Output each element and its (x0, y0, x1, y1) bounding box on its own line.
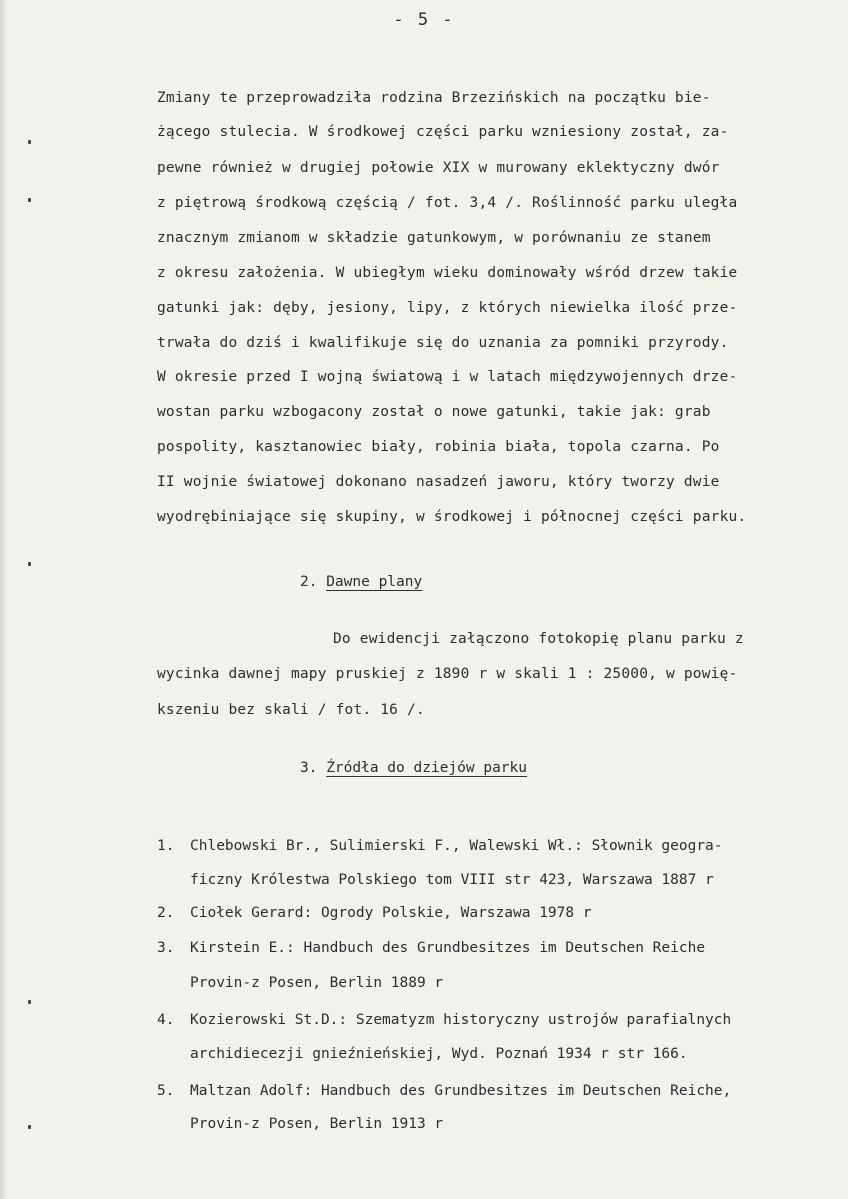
text-line: pewne również w drugiej połowie XIX w murowany eklektyczny dwór (157, 160, 720, 176)
text-line: Do ewidencji załączono fotokopię planu parku z (333, 631, 744, 647)
ref-number: 3. (157, 940, 175, 956)
text-line: kszeniu bez skali / fot. 16 /. (157, 702, 425, 718)
ref-number: 4. (157, 1012, 175, 1028)
section-number: 3. (300, 760, 318, 776)
section-title: Dawne plany (326, 574, 423, 590)
text-line: wostan parku wzbogacony został o nowe gatunki, takie jak: grab (157, 404, 711, 420)
margin-mark (28, 198, 31, 202)
ref-line: Provin-z Posen, Berlin 1889 r (190, 975, 444, 991)
section-number: 2. (300, 574, 318, 590)
margin-mark (28, 140, 31, 144)
text-line: żącego stulecia. W środkowej części parku wzniesiony został, za- (157, 124, 729, 140)
section-3-heading (300, 760, 527, 776)
ref-line: ficzny Królestwa Polskiego tom VIII str 423, Warszawa 1887 r (190, 872, 714, 888)
text-line: trwała do dziś i kwalifikuje się do uznania za pomniki przyrody. (157, 335, 729, 351)
ref-line: Kirstein E.: Handbuch des Grundbesitzes im Deutschen Reiche (190, 940, 706, 956)
margin-mark (28, 1125, 31, 1129)
margin-mark (28, 1000, 31, 1004)
ref-line: Ciołek Gerard: Ogrody Polskie, Warszawa 1978 r (190, 905, 592, 921)
text-line: wycinka dawnej mapy pruskiej z 1890 r w skali 1 : 25000, w powię- (157, 666, 738, 682)
text-line: z okresu założenia. W ubiegłym wieku dominowały wśród drzew takie (157, 265, 738, 281)
text-line: wyodrębiniające się skupiny, w środkowej i północnej części parku. (157, 509, 747, 525)
margin-mark (28, 562, 31, 566)
text-line: pospolity, kasztanowiec biały, robinia biała, topola czarna. Po (157, 439, 720, 455)
ref-line: Provin-z Posen, Berlin 1913 r (190, 1116, 444, 1132)
ref-number: 1. (157, 838, 175, 854)
section-2-heading (300, 574, 422, 590)
ref-line: Maltzan Adolf: Handbuch des Grundbesitzes im Deutschen Reiche, (190, 1083, 732, 1099)
text-line: gatunki jak: dęby, jesiony, lipy, z których niewielka ilość prze- (157, 300, 738, 316)
text-line: z piętrową środkową częścią / fot. 3,4 /. Roślinność parku uległa (157, 195, 738, 211)
section-title: Źródła do dziejów parku (326, 760, 527, 776)
page-number: - 5 - (393, 10, 455, 30)
text-line: II wojnie światowej dokonano nasadzeń jaworu, który tworzy dwie (157, 474, 720, 490)
text-line: W okresie przed I wojną światową i w latach międzywojennych drze- (157, 369, 738, 385)
ref-line: archidiecezji gnieźnieńskiej, Wyd. Poznań 1934 r str 166. (190, 1046, 688, 1062)
ref-line: Chlebowski Br., Sulimierski F., Walewski Wł.: Słownik geogra- (190, 838, 723, 854)
text-line: znacznym zmianom w składzie gatunkowym, w porównaniu ze stanem (157, 230, 711, 246)
text-line: Zmiany te przeprowadziła rodzina Brzezińskich na początku bie- (157, 90, 711, 106)
ref-number: 5. (157, 1083, 175, 1099)
ref-line: Kozierowski St.D.: Szematyzm historyczny ustrojów parafialnych (190, 1012, 732, 1028)
ref-number: 2. (157, 905, 175, 921)
